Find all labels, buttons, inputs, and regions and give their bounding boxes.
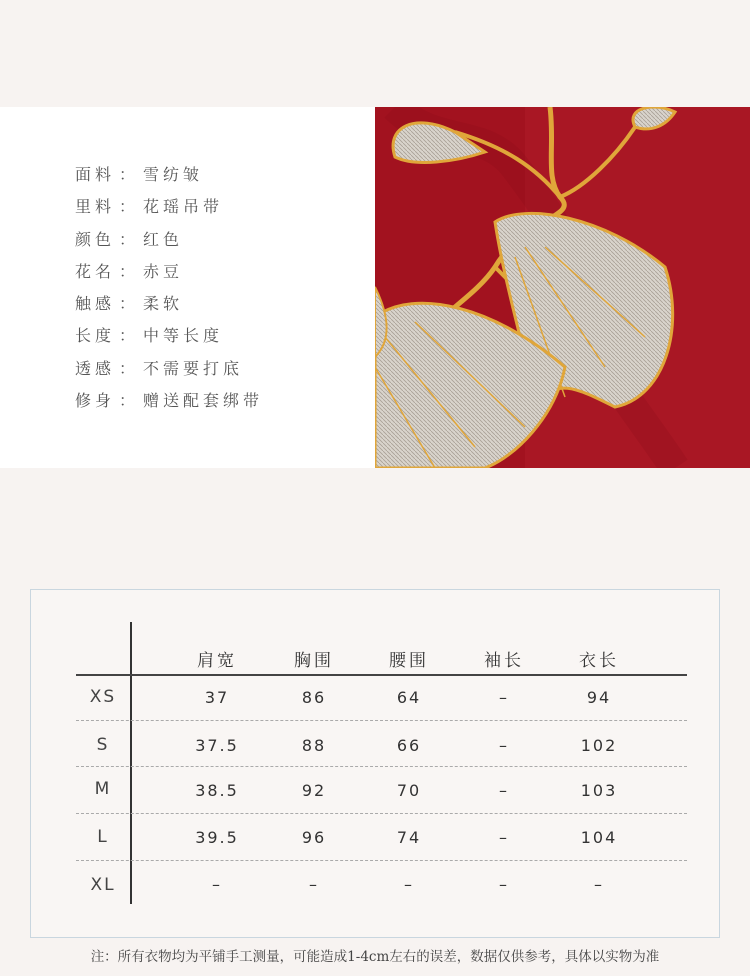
spec-separator: ： (119, 197, 140, 217)
spec-row-color (75, 224, 263, 256)
table-cell: 96 (301, 828, 327, 847)
measurement-note: 注：所有衣物均为平铺手工测量，可能造成1-4cm左右的误差，数据仅供参考，具体以实物为准 (90, 949, 660, 965)
table-cell: 103 (580, 781, 618, 800)
row-divider (76, 813, 687, 814)
spec-row-sheerness (75, 353, 263, 385)
spec-label: 颜色 (75, 229, 116, 249)
table-cell: – (499, 828, 509, 847)
header-length: 衣长 (579, 651, 619, 671)
table-cell: 66 (396, 736, 422, 755)
table-cell: – (594, 875, 604, 894)
table-cell: 70 (396, 781, 422, 800)
header-divider (76, 674, 687, 676)
spec-label: 透感 (75, 358, 116, 378)
spec-label: 长度 (75, 326, 116, 346)
table-cell: 37 (204, 688, 230, 707)
table-cell: – (499, 875, 509, 894)
spec-value: 雪纺皱 (143, 165, 204, 184)
table-cell: 38.5 (195, 781, 239, 800)
spec-label: 修身 (75, 391, 116, 411)
spec-value: 赠送配套绑带 (143, 391, 264, 411)
spec-separator: ： (119, 261, 140, 281)
table-cell: 104 (580, 828, 618, 847)
spec-separator: ： (119, 229, 140, 249)
table-cell: 88 (301, 736, 327, 755)
size-chart (30, 589, 720, 938)
header-bust: 胸围 (294, 651, 334, 671)
spec-value: 花瑶吊带 (143, 197, 224, 217)
spec-row-length (75, 320, 263, 352)
row-divider (76, 766, 687, 767)
row-divider (76, 860, 687, 861)
table-cell: 94 (586, 688, 612, 707)
table-cell: 37.5 (195, 736, 239, 755)
row-label-l: L (97, 827, 109, 847)
table-cell: 86 (301, 688, 327, 707)
embroidery-detail-photo (375, 107, 750, 468)
vertical-divider (130, 622, 132, 904)
table-cell: 92 (301, 781, 327, 800)
spec-label: 触感 (75, 294, 116, 314)
row-label-s: S (96, 735, 110, 755)
spec-value: 不需要打底 (143, 358, 244, 378)
table-cell: 74 (396, 828, 422, 847)
table-cell: – (404, 875, 414, 894)
spec-label: 里料 (75, 197, 116, 217)
spec-row-flower-name (75, 256, 263, 288)
table-cell: 39.5 (195, 828, 239, 847)
table-cell: – (499, 688, 509, 707)
spec-value: 红色 (143, 229, 184, 249)
row-label-xs: XS (89, 687, 117, 707)
spec-separator: ： (119, 358, 140, 378)
header-waist: 腰围 (389, 651, 429, 671)
spec-separator: ： (119, 165, 140, 184)
table-cell: – (309, 875, 319, 894)
spec-row-lining (75, 191, 263, 223)
spec-label: 面料 (75, 165, 116, 184)
header-sleeve: 袖长 (484, 651, 524, 671)
ginkgo-embroidery-illustration (375, 107, 750, 468)
spec-separator: ： (119, 391, 140, 411)
spec-row-fit (75, 385, 263, 417)
row-label-xl: XL (90, 875, 116, 895)
table-cell: – (499, 736, 509, 755)
spec-value: 中等长度 (143, 326, 224, 346)
spec-row-touch (75, 288, 263, 320)
table-cell: 64 (396, 688, 422, 707)
fabric-info-panel (0, 107, 375, 468)
row-label-m: M (94, 779, 112, 799)
spec-label: 花名 (75, 261, 116, 281)
spec-row-fabric (75, 159, 263, 191)
row-divider (76, 720, 687, 721)
spec-value: 柔软 (143, 294, 184, 314)
table-cell: 102 (580, 736, 618, 755)
table-cell: – (212, 875, 222, 894)
spec-value: 赤豆 (143, 261, 184, 281)
table-cell: – (499, 781, 509, 800)
header-shoulder: 肩宽 (197, 651, 237, 671)
spec-separator: ： (119, 326, 140, 346)
spec-list (75, 159, 263, 417)
spec-separator: ： (119, 294, 140, 314)
